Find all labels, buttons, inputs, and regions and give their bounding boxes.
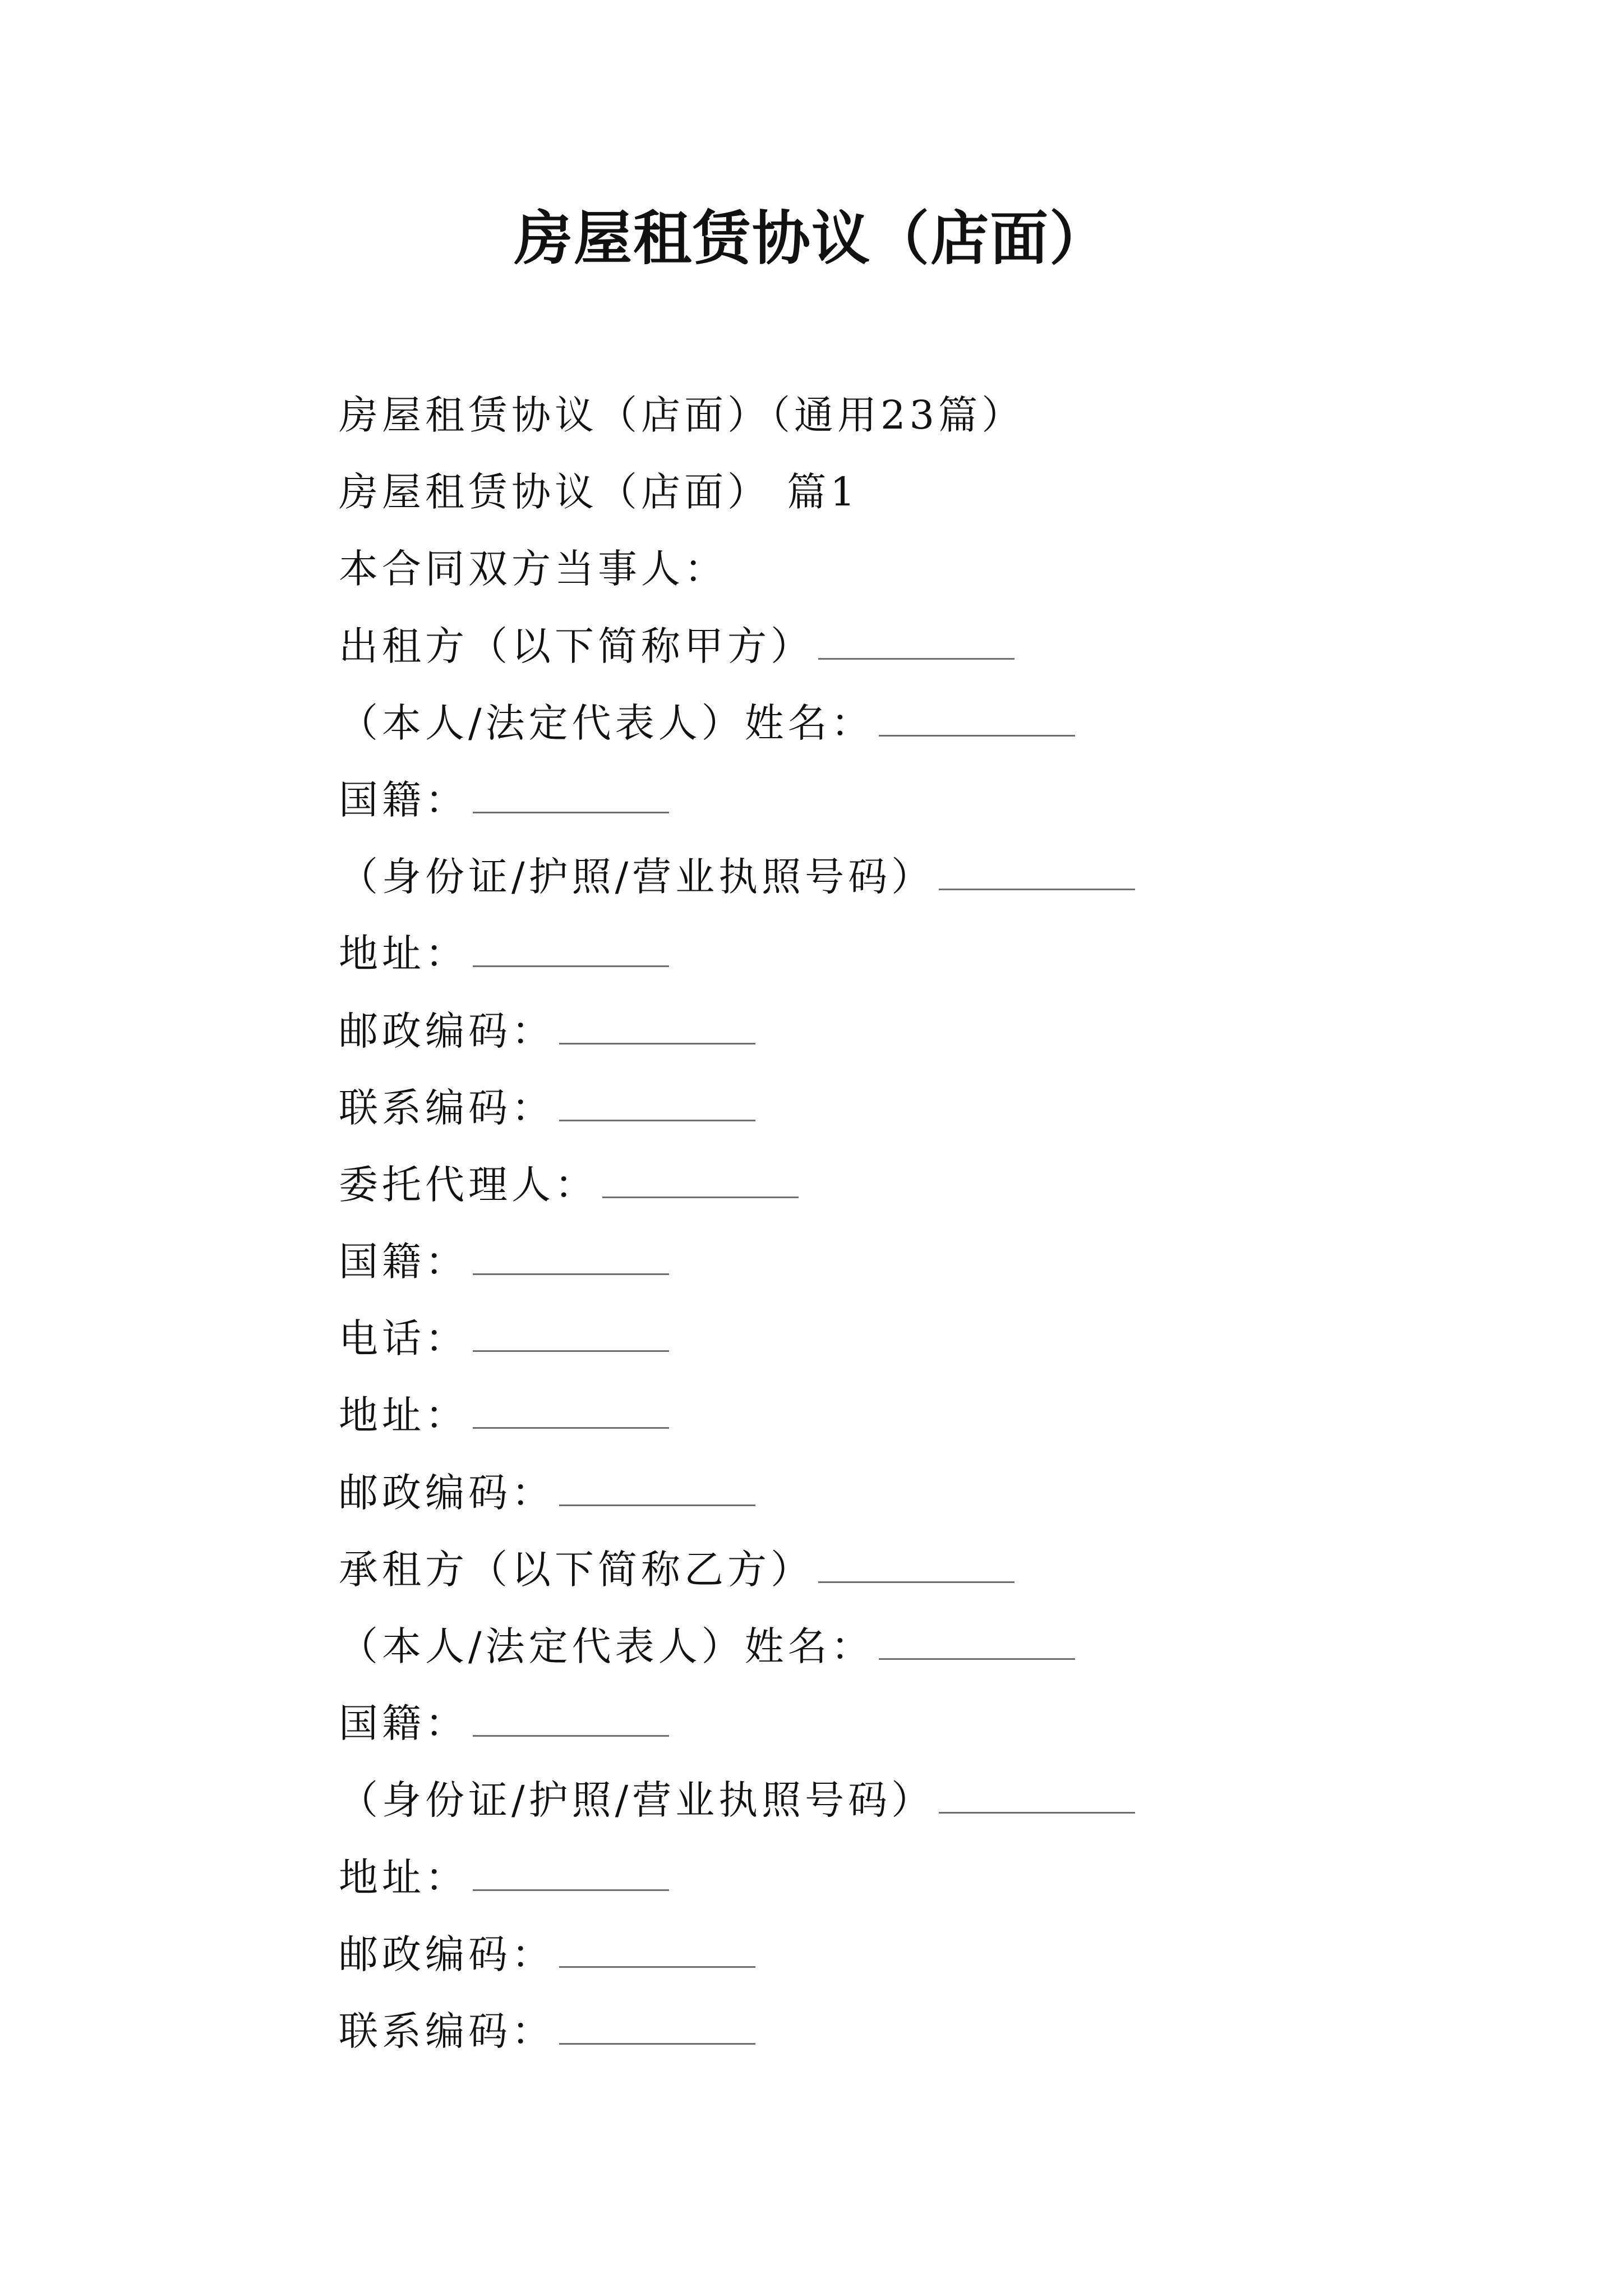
document-line	[339, 608, 1516, 685]
document-line	[339, 1147, 1516, 1223]
document-line	[339, 1070, 1516, 1147]
document-body	[339, 377, 1516, 2070]
line-text: 联系编码：	[339, 1084, 555, 1131]
document-line	[339, 1300, 1516, 1377]
document-line	[339, 531, 1516, 608]
fill-in-blank	[473, 772, 669, 813]
fill-in-blank	[939, 849, 1135, 890]
fill-in-blank	[879, 696, 1075, 737]
line-text: 地址：	[339, 931, 468, 977]
fill-in-blank	[473, 1850, 669, 1891]
document-line	[339, 454, 1516, 531]
document-line	[339, 1455, 1516, 1531]
fill-in-blank	[559, 2004, 755, 2045]
fill-in-blank	[473, 1234, 669, 1275]
line-text: 国籍：	[339, 1239, 468, 1285]
line-text: 邮政编码：	[339, 1007, 555, 1054]
document-line	[339, 1531, 1516, 1608]
line-text: （身份证/护照/营业执照号码）	[339, 854, 935, 900]
line-text: 地址：	[339, 1392, 468, 1439]
fill-in-blank	[473, 926, 669, 967]
line-text: 委托代理人：	[339, 1161, 598, 1208]
line-text: 地址：	[339, 1854, 468, 1901]
line-text: 承租方（以下简称乙方）	[339, 1546, 814, 1593]
line-text: 出租方（以下简称甲方）	[339, 623, 814, 669]
document-line	[339, 1762, 1516, 1839]
document-line	[339, 1993, 1516, 2070]
document-line	[339, 377, 1516, 454]
document-line	[339, 993, 1516, 1070]
document-line	[339, 1223, 1516, 1300]
document-line	[339, 1608, 1516, 1685]
line-text: 本合同双方当事人：	[339, 546, 727, 592]
fill-in-blank	[879, 1619, 1075, 1660]
fill-in-blank	[939, 1773, 1135, 1814]
line-text: 联系编码：	[339, 2008, 555, 2054]
fill-in-blank	[473, 1388, 669, 1429]
fill-in-blank	[818, 619, 1015, 660]
line-text: 国籍：	[339, 1700, 468, 1747]
fill-in-blank	[602, 1157, 799, 1198]
document-title: 房屋租赁协议（店面）	[514, 204, 1109, 273]
fill-in-blank	[559, 1927, 755, 1968]
fill-in-blank	[473, 1696, 669, 1737]
document-line	[339, 762, 1516, 839]
document-line	[339, 1377, 1516, 1454]
document-line	[339, 685, 1516, 762]
fill-in-blank	[559, 1465, 755, 1506]
line-text: 国籍：	[339, 776, 468, 823]
line-text: （身份证/护照/营业执照号码）	[339, 1777, 935, 1824]
fill-in-blank	[559, 1080, 755, 1121]
line-text: 邮政编码：	[339, 1931, 555, 1977]
fill-in-blank	[559, 1004, 755, 1045]
document-line	[339, 1839, 1516, 1916]
line-text: 邮政编码：	[339, 1469, 555, 1516]
document-line	[339, 839, 1516, 915]
fill-in-blank	[473, 1311, 669, 1352]
line-text: 房屋租赁协议（店面）（通用23篇）	[339, 392, 1025, 438]
document-line	[339, 1685, 1516, 1762]
document-line	[339, 915, 1516, 992]
line-text: 电话：	[339, 1315, 468, 1362]
line-text: （本人/法定代表人）姓名：	[339, 1623, 874, 1669]
document-line	[339, 1916, 1516, 1993]
line-text: （本人/法定代表人）姓名：	[339, 700, 874, 746]
fill-in-blank	[818, 1542, 1015, 1583]
line-text: 房屋租赁协议（店面） 篇1	[339, 469, 859, 516]
